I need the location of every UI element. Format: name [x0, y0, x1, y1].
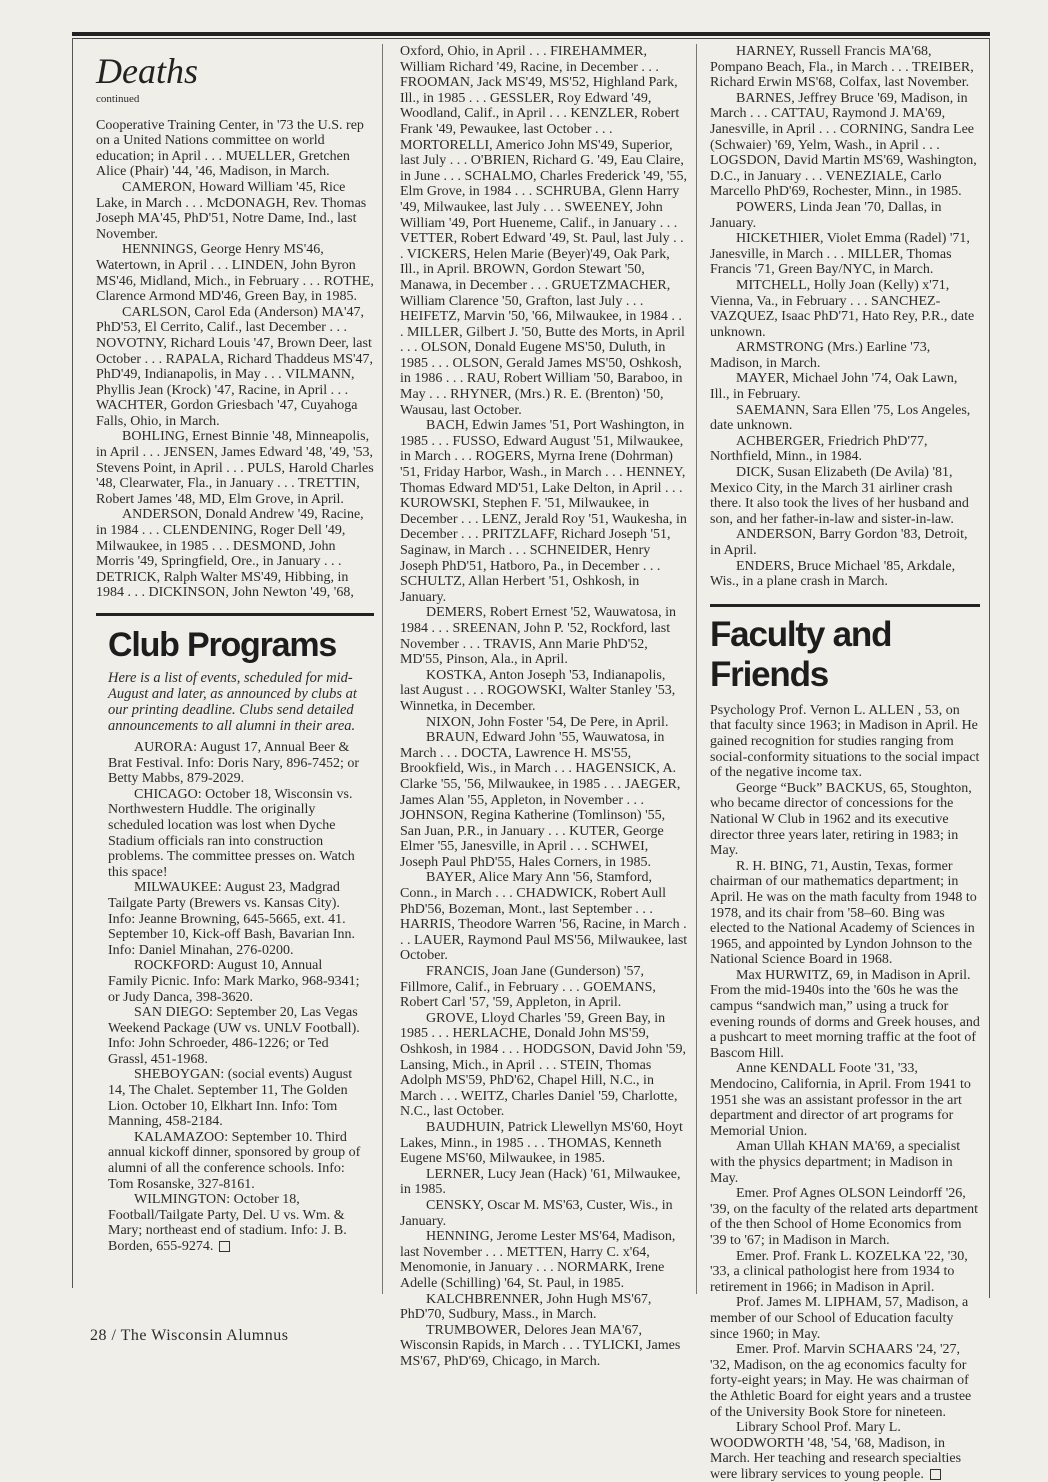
faculty-paragraph: George “Buck” BACKUS, 65, Stoughton, who became director of concessions for the National W Club in 1962 and its executive director three years later, retiring in 1983; in May. — [710, 780, 972, 859]
deaths-paragraph: ARMSTRONG (Mrs.) Earline '73, Madison, in March. — [710, 340, 931, 371]
deaths-paragraph: ANDERSON, Donald Andrew '49, Racine, in 1984 . . . CLENDENING, Roger Dell '49, Milwaukee, in 1985 . . . DESMOND, John Morris '49, Springfield, Ore., in January . . . DETRICK, Ralph Walter MS'49, Hibbing, in 1984 . . . DICKINSON, John Newton '49, '68, — [96, 507, 364, 601]
faculty-paragraph: Prof. James M. LIPHAM, 57, Madison, a member of our School of Education faculty since 1960; in May. — [710, 1295, 969, 1342]
club-programs-title: Club Programs — [108, 626, 337, 664]
left-column — [96, 44, 374, 1255]
club-programs-box — [90, 626, 374, 1255]
deaths-paragraph: ANDERSON, Barry Gordon '83, Detroit, in April. — [710, 527, 968, 558]
deaths-paragraph: BRAUN, Edward John '55, Wauwatosa, in March . . . DOCTA, Lawrence H. MS'55, Brookfield, Wis., in March . . . HAGENSICK, A. Clarke '55, '56, Milwaukee, in 1985 . . . JAEGER, James Alan '55, Appleton, in November . . . JOHNSON, Regina Katherine (Tomlinson) '55, San Juan, P.R., in January . . . KUTER, George Elmer '55, Janesville, in April . . . SCHWEI, Joseph Paul PhD'55, Hales Corners, in 1985. — [400, 730, 681, 870]
deaths-paragraph: NIXON, John Foster '54, De Pere, in April. — [426, 714, 669, 730]
deaths-paragraph: KOSTKA, Anton Joseph '53, Indianapolis, last August . . . ROGOWSKI, Walter Stanley '53, Winnetka, in December. — [400, 667, 676, 714]
column-divider-2 — [696, 44, 697, 1294]
club-entry: MILWAUKEE: August 23, Madgrad Tailgate Party (Brewers vs. Kansas City). Info: Jeanne Browning, 645-5665, ext. 41. September 10, Kick-off Bash, Bavarian Inn. Info: Daniel Minahan, 276-0200. — [108, 880, 356, 958]
column-divider-1 — [382, 44, 383, 1294]
deaths-paragraph: BARNES, Jeffrey Bruce '69, Madison, in March . . . CATTAU, Raymond J. MA'69, Janesville, in April . . . CORNING, Sandra Lee (Schwaier) '69, Yelm, Wash., in April . . . LOGSDON, David Martin MS'69, Washington, D.C., in January . . . VENEZIALE, Carlo Marcello PhD'69, Rochester, Minn., in 1985. — [710, 90, 977, 200]
deaths-paragraph: BAUDHUIN, Patrick Llewellyn MS'60, Hoyt Lakes, Minn., in 1985 . . . THOMAS, Kenneth Eugene MS'60, Milwaukee, in 1985. — [400, 1119, 683, 1167]
deaths-paragraph: HARNEY, Russell Francis MA'68, Pompano Beach, Fla., in March . . . TREIBER, Richard Erwin MS'68, Colfax, last November. — [710, 44, 974, 91]
club-entry: WILMINGTON: October 18, Football/Tailgate Party, Del. U vs. Wm. & Mary; northeast end of stadium. Info: J. B. Borden, 655-9274. — [108, 1192, 347, 1254]
deaths-title: Deaths — [96, 51, 198, 91]
deaths-paragraph: CENSKY, Oscar M. MS'63, Custer, Wis., in January. — [400, 1197, 673, 1229]
faculty-paragraph: Aman Ullah KHAN MA'69, a specialist with the physics department; in Madison in May. — [710, 1139, 961, 1186]
right-column — [710, 44, 980, 1482]
deaths-paragraph: BOHLING, Ernest Binnie '48, Minneapolis, in April . . . JENSEN, James Edward '48, '49, '53, Stevens Point, in April . . . PULS, Harold Charles '48, Clearwater, Fla., in January . . . TRETTIN, Robert James '48, MD, Elm Grove, in April. — [96, 429, 374, 507]
faculty-paragraph: Library School Prof. Mary L. WOODWORTH '48, '54, '68, Madison, in March. Her teaching and research specialties were library services to young people. — [710, 1420, 962, 1482]
club-entry: ROCKFORD: August 10, Annual Family Picnic. Info: Mark Marko, 968-9341; or Judy Danca, 398-3620. — [108, 958, 360, 1005]
faculty-paragraph: R. H. BING, 71, Austin, Texas, former chairman of our mathematics department; in April. He was on the math faculty from 1948 to 1978, and its chair from '58–60. Bing was elected to the National Academy of Sciences in 1965, and appointed by Lyndon Johnson to the National Science Board in 1968. — [710, 858, 977, 968]
frame-right-rule — [989, 38, 990, 1298]
deaths-paragraph: POWERS, Linda Jean '70, Dallas, in January. — [710, 199, 942, 231]
deaths-paragraph: HENNINGS, George Henry MS'46, Watertown, in April . . . LINDEN, John Byron MS'46, Midland, Mich., in February . . . ROTHE, Clarence Armond MD'46, Green Bay, in 1985. — [96, 242, 374, 305]
deaths-paragraph: CAMERON, Howard William '45, Rice Lake, in March . . . McDONAGH, Rev. Thomas Joseph MA'45, PhD'51, Notre Dame, Ind., last November. — [96, 179, 367, 242]
deaths-paragraph: MITCHELL, Holly Joan (Kelly) x'71, Vienna, Va., in February . . . SANCHEZ-VAZQUEZ, Isaac PhD'71, Hato Rey, P.R., date unknown. — [710, 277, 975, 340]
deaths-paragraph: GROVE, Lloyd Charles '59, Green Bay, in 1985 . . . HERLACHE, Donald John MS'59, Oshkosh, in 1984 . . . HODGSON, David John '59, Lansing, Mich., in April . . . STEIN, Thomas Adolph MS'59, PhD'62, Chapel Hill, N.C., in March . . . WEITZ, Charles Daniel '59, Charlotte, N.C., last October. — [400, 1010, 687, 1120]
end-mark-icon — [930, 1469, 941, 1480]
deaths-paragraph: DICK, Susan Elizabeth (De Avila) '81, Mexico City, in the March 31 airliner crash there. It also took the lives of her husband and son, and her father-in-law and sister-in-law. — [710, 465, 969, 527]
frame-left-rule — [72, 38, 73, 1288]
top-rule — [72, 32, 990, 36]
deaths-paragraph: MAYER, Michael John '74, Oak Lawn, Ill., in February. — [710, 371, 958, 403]
deaths-paragraph: ACHBERGER, Friedrich PhD'77, Northfield, Minn., in 1984. — [710, 433, 928, 465]
deaths-paragraph: HICKETHIER, Violet Emma (Radel) '71, Janesville, in March . . . MILLER, Thomas Francis '71, Green Bay/NYC, in March. — [710, 231, 970, 278]
deaths-paragraph: FRANCIS, Joan Jane (Gunderson) '57, Fillmore, Calif., in February . . . GOEMANS, Robert Carl '57, '59, Appleton, in April. — [400, 964, 656, 1011]
faculty-paragraph: Emer. Prof. Frank L. KOZELKA '22, '30, '33, a clinical pathologist here from 1934 to retirement in 1966; in Madison in April. — [710, 1248, 968, 1295]
club-entry: KALAMAZOO: September 10. Third annual kickoff dinner, sponsored by group of alumni of all the conference schools. Info: Tom Rosanske, 327-8161. — [108, 1129, 361, 1192]
end-mark-icon — [219, 1241, 230, 1252]
club-entry: CHICAGO: October 18, Wisconsin vs. Northwestern Huddle. The originally scheduled location was lost when Dyche Stadium officials ran into construction problems. The committee presses on. Watch this space! — [108, 786, 355, 880]
faculty-rule — [710, 604, 980, 607]
deaths-paragraph: KALCHBRENNER, John Hugh MS'67, PhD'70, Sudbury, Mass., in March. — [400, 1291, 652, 1323]
faculty-paragraph: Emer. Prof Agnes OLSON Leindorff '26, '39, on the faculty of the related arts department of the then School of Home Economics from '39 to '67; in Madison in March. — [710, 1186, 979, 1248]
deaths-paragraph: LERNER, Lucy Jean (Hack) '61, Milwaukee, in 1985. — [400, 1166, 681, 1198]
faculty-paragraph: Anne KENDALL Foote '31, '33, Mendocino, California, in April. From 1941 to 1951 she was an assistant professor in the art department and director of art programs for Memorial Union. — [710, 1061, 971, 1139]
deaths-paragraph: ENDERS, Bruce Michael '85, Arkdale, Wis., in a plane crash in March. — [710, 558, 956, 590]
deaths-paragraph: Cooperative Training Center, in '73 the U.S. rep on a United Nations committee on world education; in April . . . MUELLER, Gretchen Alice (Phair) '44, '46, Madison, in March. — [96, 117, 364, 180]
deaths-paragraph: TRUMBOWER, Delores Jean MA'67, Wisconsin Rapids, in March . . . TYLICKI, James MS'67, PhD'69, Chicago, in March. — [400, 1322, 681, 1369]
top-rule-thin — [72, 38, 990, 39]
deaths-paragraph: SAEMANN, Sara Ellen '75, Los Angeles, date unknown. — [710, 402, 971, 434]
faculty-paragraph: Max HURWITZ, 69, in Madison in April. From the mid-1940s into the '60s he was the campus “sandwich man,” using a truck for evening rounds of dorms and Greek houses, and a pushcart to meet morning traffic at the foot of Bascom Hill. — [710, 967, 980, 1061]
deaths-paragraph: BACH, Edwin James '51, Port Washington, in 1985 . . . FUSSO, Edward August '51, Milwaukee, in March . . . ROGERS, Myrna Irene (Dohrman) '51, Friday Harbor, Wash., in March . . . HENNEY, Thomas Edward MD'51, Lake Delton, in April . . . KUROWSKI, Stephen F. '51, Milwaukee, in December . . . LENZ, Jerald Roy '51, Waukesha, in December . . . PRITZLAFF, Richard Joseph '51, Saginaw, in March . . . SCHNEIDER, Henry Joseph PhD'51, Hatboro, Pa., in December . . . SCHULTZ, Allan Herbert '51, Oshkosh, in January. — [400, 418, 687, 605]
deaths-paragraph: Oxford, Ohio, in April . . . FIREHAMMER, William Richard '49, Racine, in December . . . FROOMAN, Jack MS'49, MS'52, Highland Park, Ill., in 1985 . . . GESSLER, Roy Edward '49, Woodland, Calif., in April . . . KENZLER, Robert Frank '49, Pewaukee, last October . . . MORTORELLI, Americo John MS'49, Superior, last July . . . O'BRIEN, Richard G. '49, Eau Claire, in June . . . SCHALMO, Charles Frederick '49, '55, Elm Grove, in 1984 . . . SCHRUBA, Glenn Harry '49, Milwaukee, last July . . . SWEENEY, John William '49, Port Hueneme, Calif., in January . . . VETTER, Robert Edward '49, St. Paul, last July . . . VICKERS, Helen Marie (Beyer)'49, Oak Park, Ill., in April. BROWN, Gordon Stewart '50, Manawa, in December . . . GRUETZMACHER, William Clarence '50, Grafton, last July . . . HEIFETZ, Marvin '50, '66, Milwaukee, in 1984 . . . MILLER, Gilbert J. '50, Butte des Morts, in April . . . OLSON, Donald Eugene MS'50, Duluth, in 1985 . . . OLSON, Gerald James MS'50, Oshkosh, in 1986 . . . RAU, Robert William '50, Baraboo, in May . . . RHYNER, (Mrs.) R. E. (Brenton) '50, Wausau, last October. — [400, 44, 687, 418]
club-entry: SAN DIEGO: September 20, Las Vegas Weekend Package (UW vs. UNLV Football). Info: John Schroeder, 486-1226; or Ted Grassl, 451-1968. — [108, 1005, 360, 1067]
deaths-paragraph: HENNING, Jerome Lester MS'64, Madison, last November . . . METTEN, Harry C. x'64, Menomonie, in January . . . NORMARK, Irene Adelle (Schilling) '64, St. Paul, in 1985. — [400, 1229, 676, 1291]
deaths-paragraph: CARLSON, Carol Eda (Anderson) MA'47, PhD'53, El Cerrito, Calif., last December . . . NOVOTNY, Richard Louis '47, Brown Deer, last October . . . RAPALA, Richard Thaddeus MS'47, PhD'49, Indianapolis, in May . . . VILMANN, Phyllis Jean (Krock) '47, Racine, in April . . . WACHTER, Gordon Griesbach '47, Cuyahoga Falls, Ohio, in March. — [96, 304, 374, 429]
faculty-paragraph: Psychology Prof. Vernon L. ALLEN , 53, on that faculty since 1963; in Madison in April. He gained recognition for studies ranging from social-conformity situations to the social impact of the negative income tax. — [710, 702, 980, 781]
page-footer: 28 / The Wisconsin Alumnus — [90, 1327, 289, 1344]
deaths-paragraph: DEMERS, Robert Ernest '52, Wauwatosa, in 1984 . . . SREENAN, John P. '52, Rockford, last November . . . TRAVIS, Ann Marie PhD'52, MD'55, Pinson, Ala., in April. — [400, 605, 676, 668]
deaths-paragraph: BAYER, Alice Mary Ann '56, Stamford, Conn., in March . . . CHADWICK, Robert Aull PhD'56, Bozeman, Mont., last September . . . HARRIS, Theodore Warren '56, Racine, in March . . . LAUER, Raymond Paul MS'56, Milwaukee, last October. — [400, 870, 688, 964]
club-programs-rule — [96, 613, 374, 616]
continued-label: continued — [96, 93, 140, 105]
faculty-paragraph: Emer. Prof. Marvin SCHAARS '24, '27, '32, Madison, on the ag economics faculty for forty-eight years; in May. He was chairman of the Athletic Board for eight years and a trustee of the University Book Store for nineteen. — [710, 1342, 972, 1420]
club-entry: SHEBOYGAN: (social events) August 14, The Chalet. September 11, The Golden Lion. October 10, Elkhart Inn. Info: Tom Manning, 458-2184. — [108, 1067, 353, 1130]
middle-column — [400, 44, 688, 1369]
club-entry: AURORA: August 17, Annual Beer & Brat Festival. Info: Doris Nary, 896-7452; or Betty Mabbs, 879-2029. — [108, 740, 360, 787]
club-programs-intro: Here is a list of events, scheduled for mid-August and later, as announced by clubs at our printing deadline. Clubs send detailed announcements to all alumni in their area. — [108, 670, 357, 734]
faculty-title: Faculty and Friends — [710, 614, 892, 694]
